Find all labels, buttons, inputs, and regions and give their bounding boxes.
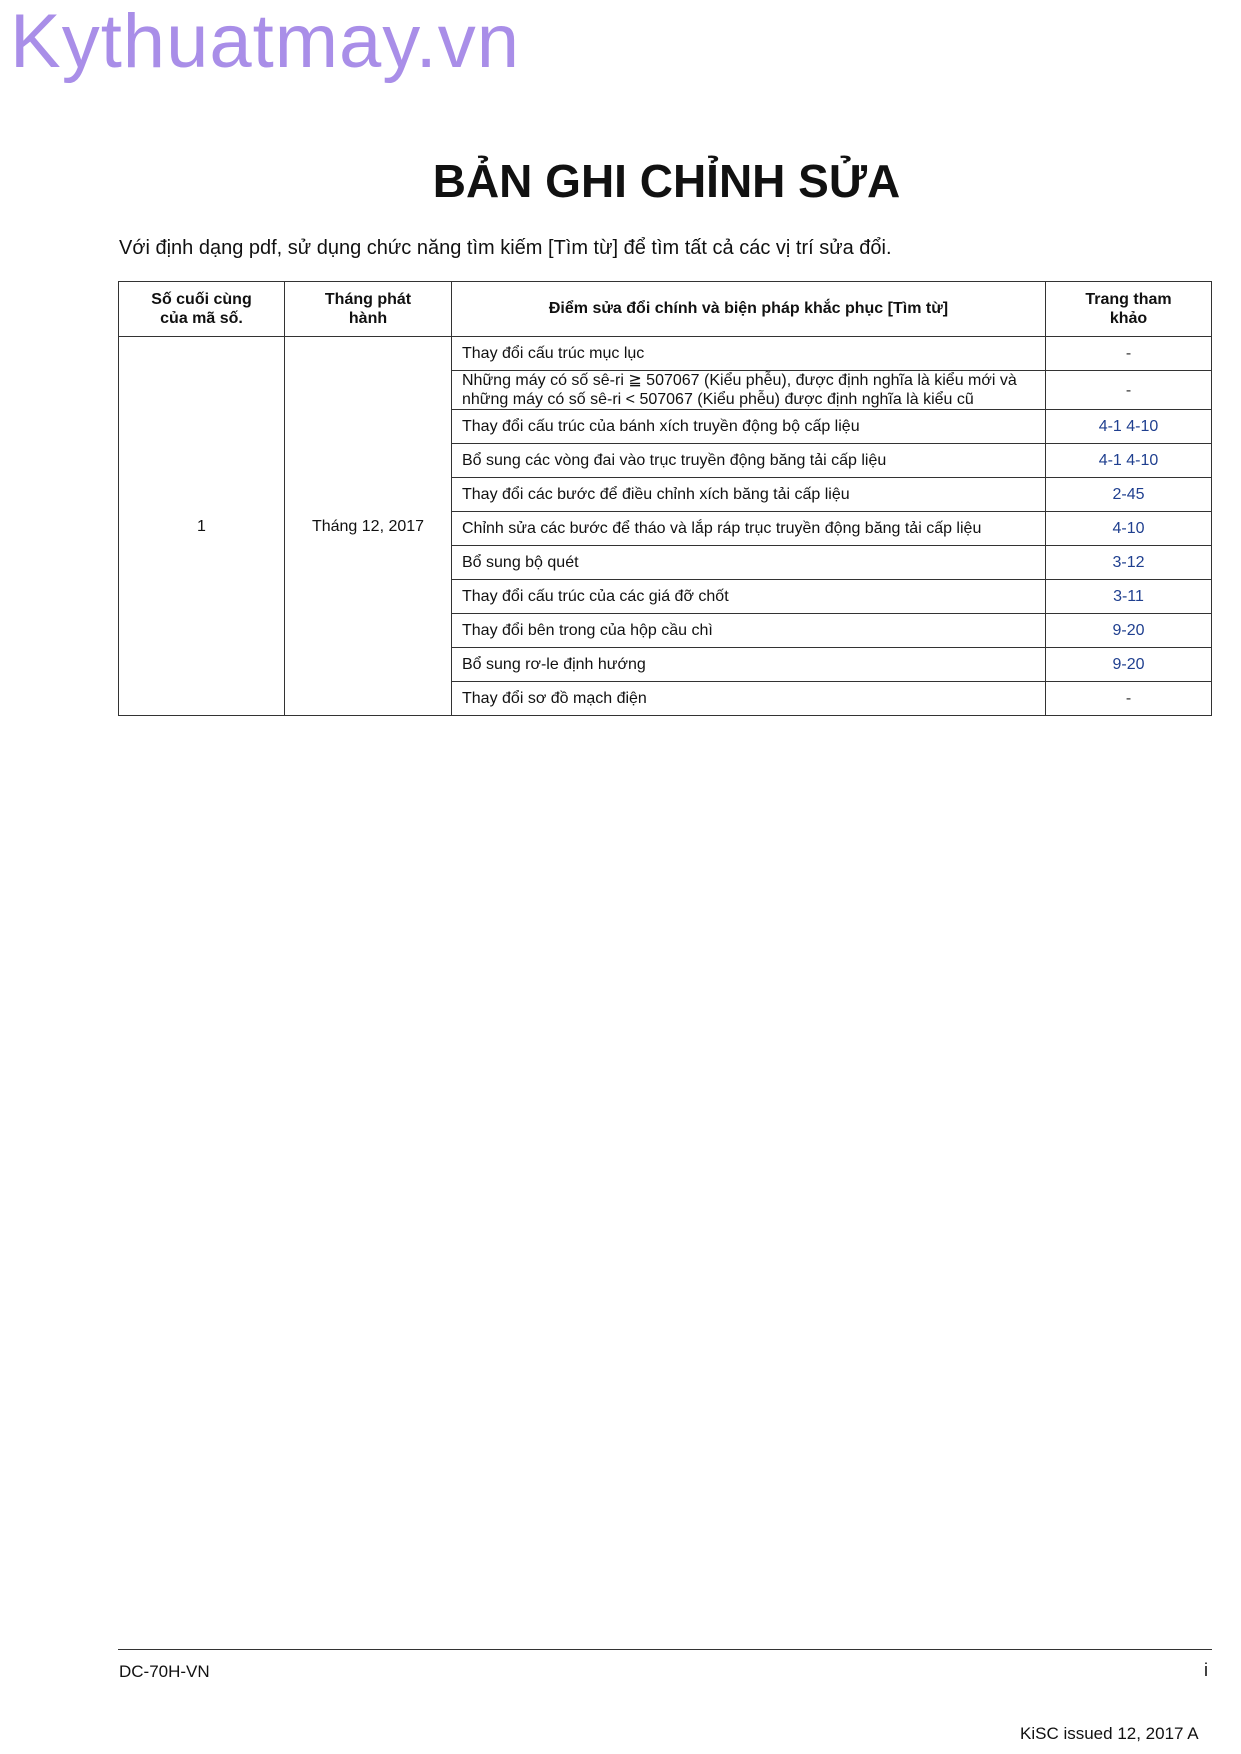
header-revision-points: Điểm sửa đổi chính và biện pháp khắc phục [Tìm từ] <box>452 282 1046 337</box>
revision-point-cell: Thay đổi cấu trúc của các giá đỡ chốt <box>452 580 1046 614</box>
reference-page-link[interactable]: 3-12 <box>1046 546 1212 580</box>
revision-point-cell: Thay đổi sơ đồ mạch điện <box>452 682 1046 716</box>
header-issue-month <box>285 282 452 337</box>
revision-point-cell: Thay đổi bên trong của hộp cầu chì <box>452 614 1046 648</box>
revision-point-line1: Những máy có số sê-ri ≧ 507067 (Kiểu phễu), được định nghĩa là kiểu mới và <box>462 372 1017 389</box>
reference-page-link[interactable]: 3-11 <box>1046 580 1212 614</box>
document-code: DC-70H-VN <box>119 1662 210 1681</box>
revision-point-cell: Bổ sung các vòng đai vào trục truyền động băng tải cấp liệu <box>452 444 1046 478</box>
revision-point-cell: Bổ sung rơ-le định hướng <box>452 648 1046 682</box>
header-reference-page-line2: khảo <box>1109 310 1148 327</box>
reference-page-link[interactable]: 2-45 <box>1046 478 1212 512</box>
page-title: BẢN GHI CHỈNH SỬA <box>432 155 901 207</box>
header-issue-month-line2: hành <box>348 310 388 327</box>
revision-point-line2: những máy có số sê-ri < 507067 (Kiểu phễu) được định nghĩa là kiểu cũ <box>462 391 974 409</box>
table-header-row <box>119 282 1212 337</box>
page-number: i <box>1204 1660 1208 1680</box>
watermark: Kythuatmay.vn <box>10 0 521 84</box>
header-code-suffix <box>119 282 285 337</box>
revision-point-cell: Thay đổi cấu trúc của bánh xích truyền động bộ cấp liệu <box>452 410 1046 444</box>
revision-point-cell <box>452 371 1046 410</box>
issue-month-cell: Tháng 12, 2017 <box>285 337 452 716</box>
reference-page-cell: - <box>1046 682 1212 716</box>
reference-page-link[interactable]: 4-1 4-10 <box>1046 444 1212 478</box>
revision-point-cell: Thay đổi cấu trúc mục lục <box>452 337 1046 371</box>
header-code-suffix-line1: Số cuối cùng <box>151 290 252 308</box>
reference-page-link[interactable]: 4-1 4-10 <box>1046 410 1212 444</box>
code-suffix-cell: 1 <box>119 337 285 716</box>
header-reference-page-line1: Trang tham <box>1085 290 1172 308</box>
issue-info: KiSC issued 12, 2017 A <box>1020 1724 1199 1743</box>
header-reference-page <box>1046 282 1212 337</box>
reference-page-link[interactable]: 4-10 <box>1046 512 1212 546</box>
intro-text: Với định dạng pdf, sử dụng chức năng tìm kiếm [Tìm từ] để tìm tất cả các vị trí sửa đổi. <box>119 237 892 259</box>
footer-divider <box>118 1649 1212 1650</box>
reference-page-link[interactable]: 9-20 <box>1046 648 1212 682</box>
header-issue-month-line1: Tháng phát <box>324 290 412 308</box>
reference-page-cell: - <box>1046 371 1212 410</box>
header-code-suffix-line2: của mã số. <box>160 310 243 327</box>
revision-point-cell: Thay đổi các bước để điều chỉnh xích băng tải cấp liệu <box>452 478 1046 512</box>
revision-point-cell: Bổ sung bộ quét <box>452 546 1046 580</box>
reference-page-link[interactable]: 9-20 <box>1046 614 1212 648</box>
revision-table <box>118 281 1212 716</box>
revision-point-cell: Chỉnh sửa các bước để tháo và lắp ráp trục truyền động băng tải cấp liệu <box>452 512 1046 546</box>
table-row <box>119 337 1212 371</box>
reference-page-cell: - <box>1046 337 1212 371</box>
